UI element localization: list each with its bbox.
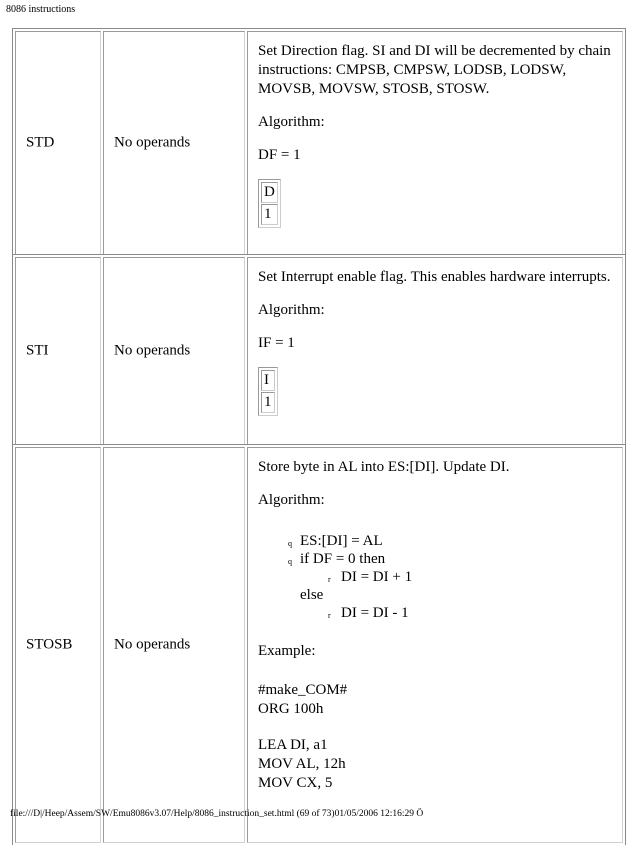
table-row-sti — [12, 254, 626, 447]
description: Set Interrupt enable flag. This enables hardware interrupts. — [258, 269, 611, 285]
algorithm-substep: r DI = DI - 1 — [258, 604, 614, 622]
algorithm-step: q ES:[DI] = AL — [258, 532, 614, 550]
table-row-stosb — [12, 444, 626, 845]
description: Store byte in AL into ES:[DI]. Update DI. — [258, 459, 510, 475]
flag-name: I — [261, 370, 275, 391]
operands: No operands — [114, 134, 191, 151]
algorithm-substep: r DI = DI + 1 — [258, 568, 614, 586]
mnemonic-cell — [15, 447, 101, 843]
description: Set Direction flag. SI and DI will be decremented by chain instructions: CMPSB, CMPSW, LODSB, LODSW, MOVSB, MOVSW, STOSB, STOSW. — [258, 43, 611, 97]
mnemonic: STOSB — [26, 636, 73, 653]
mnemonic-cell — [15, 31, 101, 255]
mnemonic: STI — [26, 342, 49, 359]
sub-bullet-icon: r — [328, 575, 331, 584]
algorithm-step: q if DF = 0 then — [258, 550, 614, 568]
code-line: MOV AL, 12h — [258, 756, 346, 772]
operands-cell — [103, 31, 245, 255]
operands-cell — [103, 257, 245, 445]
algorithm-label: Algorithm: — [258, 302, 325, 318]
operands: No operands — [114, 342, 191, 359]
mnemonic-cell — [15, 257, 101, 445]
operands: No operands — [114, 636, 191, 653]
code-line: LEA DI, a1 — [258, 737, 328, 753]
flag-table — [258, 179, 281, 228]
flag-table — [258, 367, 278, 416]
mnemonic: STD — [26, 134, 55, 151]
bullet-icon: q — [288, 539, 292, 548]
bullet-icon: q — [288, 557, 292, 566]
page-header: 8086 instructions — [6, 4, 76, 15]
description-cell — [247, 31, 623, 255]
algorithm: DF = 1 — [258, 147, 301, 163]
table-row-std — [12, 28, 626, 257]
flag-value: 1 — [261, 392, 275, 413]
algorithm: IF = 1 — [258, 335, 295, 351]
code-line: MOV CX, 5 — [258, 775, 333, 791]
example-label: Example: — [258, 643, 316, 659]
page-footer: file:///D|/Heep/Assem/SW/Emu8086v3.07/Help/8086_instruction_set.html (69 of 73)01/05/2006 12:16:29 Ö — [10, 809, 424, 819]
flag-value: 1 — [261, 204, 278, 225]
algorithm-label: Algorithm: — [258, 492, 325, 508]
algorithm-label: Algorithm: — [258, 114, 325, 130]
sub-bullet-icon: r — [328, 611, 331, 620]
code-line: ORG 100h — [258, 701, 324, 717]
algorithm-step: else — [300, 587, 324, 603]
operands-cell — [103, 447, 245, 843]
flag-name: D — [261, 182, 278, 203]
description-cell — [247, 257, 623, 445]
code-line: #make_COM# — [258, 682, 348, 698]
description-cell — [247, 447, 623, 843]
